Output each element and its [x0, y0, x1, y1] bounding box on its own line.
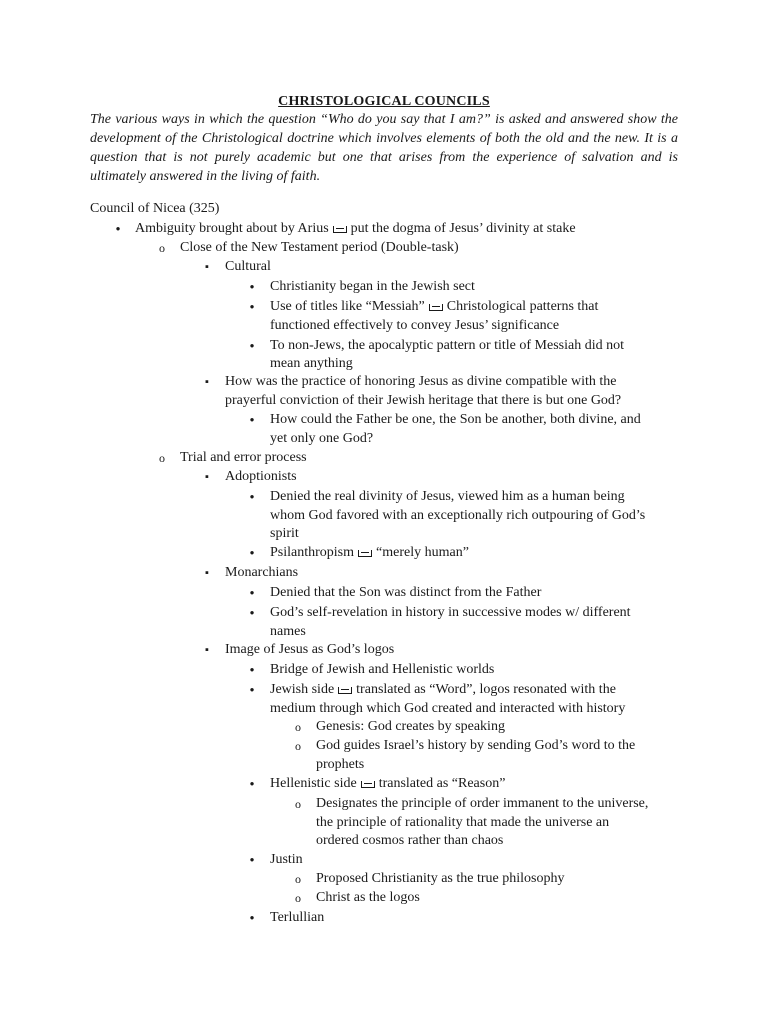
list-item-continuation: functioned effectively to convey Jesus’ significance [270, 318, 560, 333]
list-item-continuation: the principle of rationality that made the universe an [316, 815, 610, 830]
list-item: Genesis: God creates by speaking [316, 719, 505, 734]
list-item-continuation: yet only one God? [270, 431, 374, 446]
bullet-circle-icon [292, 737, 304, 756]
list-item: How could the Father be one, the Son be another, both divine, and [270, 412, 641, 427]
list-item-continuation: spirit [270, 526, 299, 541]
list-item: Ambiguity brought about by Arius put the dogma of Jesus’ divinity at stake [135, 221, 576, 236]
list-item: God guides Israel’s history by sending God’s word to the [316, 738, 636, 753]
list-item: To non-Jews, the apocalyptic pattern or title of Messiah did not [270, 338, 624, 353]
list-item: Proposed Christianity as the true philosophy [316, 871, 565, 886]
bullet-circle-icon [156, 449, 168, 468]
bullet-disc-icon [246, 584, 258, 603]
list-item: Adoptionists [225, 469, 297, 484]
list-item: Hellenistic side translated as “Reason” [270, 776, 506, 791]
list-item: Cultural [225, 259, 271, 274]
bullet-square-icon [201, 468, 213, 486]
list-item-continuation: medium through which God created and interacted with history [270, 701, 626, 716]
list-item-continuation: prophets [316, 757, 365, 772]
arrow-icon [429, 304, 443, 311]
bullet-circle-icon [292, 870, 304, 889]
bullet-circle-icon [292, 889, 304, 908]
bullet-square-icon [201, 641, 213, 659]
arrow-icon [361, 781, 375, 788]
list-item: Trial and error process [180, 450, 307, 465]
bullet-disc-icon [246, 278, 258, 297]
list-item: Image of Jesus as God’s logos [225, 642, 395, 657]
bullet-disc-icon [112, 220, 124, 239]
bullet-square-icon [201, 258, 213, 276]
bullet-disc-icon [246, 775, 258, 794]
bullet-square-icon [201, 373, 213, 391]
list-item: God’s self-revelation in history in successive modes w/ different [270, 605, 631, 620]
bullet-disc-icon [246, 604, 258, 623]
bullet-circle-icon [292, 718, 304, 737]
list-item: Bridge of Jewish and Hellenistic worlds [270, 662, 495, 677]
list-item-continuation: ordered cosmos rather than chaos [316, 833, 504, 848]
bullet-square-icon [201, 564, 213, 582]
arrow-icon [333, 226, 347, 233]
list-item: Use of titles like “Messiah” Christological patterns that [270, 299, 599, 314]
list-item-continuation: prayerful conviction of their Jewish heritage that there is but one God? [225, 393, 622, 408]
list-item: Christ as the logos [316, 890, 420, 905]
list-item: Designates the principle of order immanent to the universe, [316, 796, 649, 811]
bullet-disc-icon [246, 681, 258, 700]
list-item: Denied the real divinity of Jesus, viewed him as a human being [270, 489, 625, 504]
document-title: CHRISTOLOGICAL COUNCILS [278, 94, 490, 109]
arrow-icon [338, 687, 352, 694]
bullet-disc-icon [246, 298, 258, 317]
intro-paragraph: The various ways in which the question “Who do you say that I am?” is asked and answered show the development of the Christological doctrine which involves elements of both the old and the new. It is a question that is not purely academic but one that arises from the experience of salvation and is ultimately answered in the living of faith. [90, 112, 678, 184]
bullet-disc-icon [246, 909, 258, 928]
list-item: Christianity began in the Jewish sect [270, 279, 475, 294]
list-item: Jewish side translated as “Word”, logos resonated with the [270, 682, 616, 697]
bullet-disc-icon [246, 337, 258, 356]
list-item: Terlullian [270, 910, 325, 925]
list-item-continuation: names [270, 624, 306, 639]
bullet-disc-icon [246, 488, 258, 507]
list-item-continuation: mean anything [270, 356, 353, 371]
bullet-disc-icon [246, 851, 258, 870]
bullet-disc-icon [246, 411, 258, 430]
section-heading: Council of Nicea (325) [90, 201, 220, 216]
list-item: Denied that the Son was distinct from the Father [270, 585, 542, 600]
list-item-continuation: whom God favored with an exceptionally rich outpouring of God’s [270, 508, 646, 523]
list-item: Monarchians [225, 565, 299, 580]
bullet-disc-icon [246, 661, 258, 680]
list-item: How was the practice of honoring Jesus as divine compatible with the [225, 374, 617, 389]
list-item: Psilanthropism “merely human” [270, 545, 469, 560]
bullet-circle-icon [292, 795, 304, 814]
list-item: Justin [270, 852, 303, 867]
bullet-disc-icon [246, 544, 258, 563]
arrow-icon [358, 550, 372, 557]
bullet-circle-icon [156, 239, 168, 258]
list-item: Close of the New Testament period (Double-task) [180, 240, 459, 255]
